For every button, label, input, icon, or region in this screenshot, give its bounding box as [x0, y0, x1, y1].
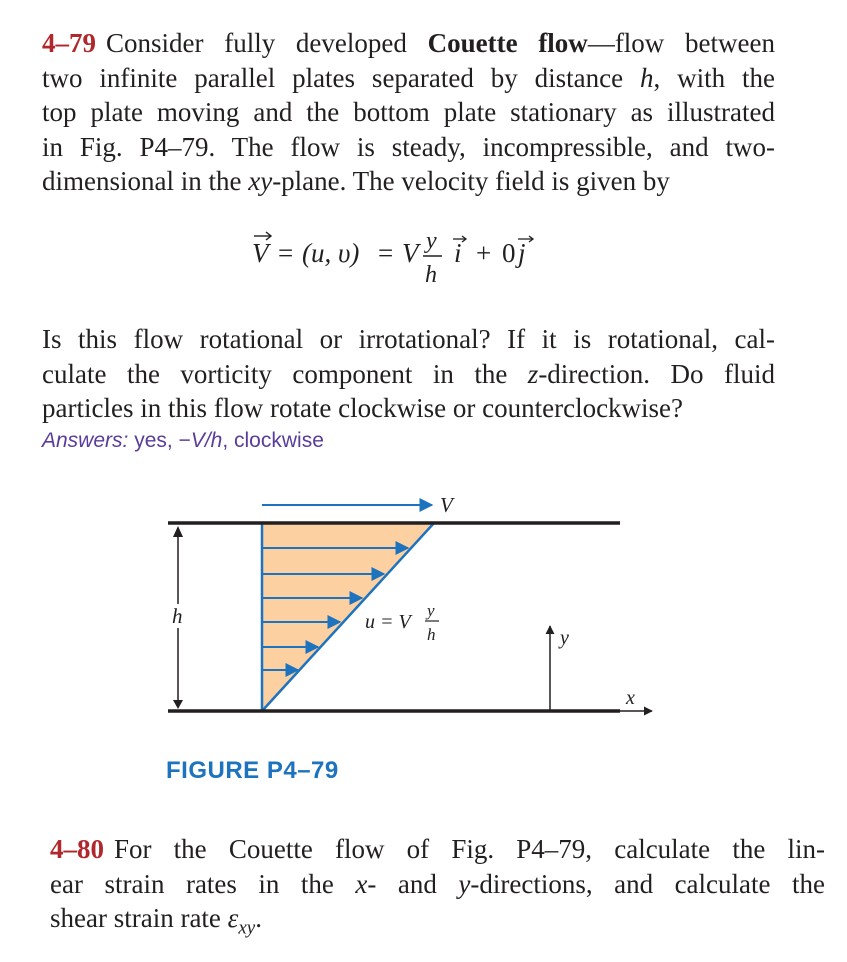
fraction-numerator: y	[426, 228, 437, 254]
zero: 0	[502, 238, 516, 268]
plus-sign: +	[476, 238, 492, 268]
variable: h	[639, 62, 654, 93]
velocity-field-equation	[250, 222, 610, 302]
couette-flow-figure	[150, 485, 670, 730]
text-span: shear strain rate	[50, 903, 228, 933]
subscript: xy	[238, 917, 256, 939]
text-line	[50, 867, 825, 902]
variable: xy	[248, 166, 273, 196]
answer-text: yes, −	[128, 429, 191, 452]
text-span: two infinite parallel plates separated by distance	[42, 62, 640, 93]
variable: y	[458, 868, 471, 899]
fraction-denominator: h	[425, 262, 437, 288]
equals-sign: =	[278, 238, 294, 268]
epsilon-symbol: ε	[227, 903, 239, 933]
variable: x	[355, 868, 368, 899]
profile-frac-denominator: h	[427, 625, 436, 644]
text-line	[42, 61, 775, 96]
text-line	[50, 901, 825, 946]
text-span: -plane. The velocity field is given by	[272, 166, 670, 196]
text-span: ear strain rates in the	[50, 868, 356, 899]
text-line	[42, 26, 775, 61]
text-span: dimensional in the	[42, 166, 249, 196]
equals-sign: =	[378, 238, 394, 268]
text-line: in Fig. P4–79. The flow is steady, incompressible, and two-	[42, 131, 775, 162]
text-span: .	[255, 903, 262, 933]
question-text	[42, 322, 775, 426]
vector-V: V	[252, 238, 269, 268]
figure-caption: FIGURE P4–79	[166, 757, 339, 784]
text-span: Consider fully developed	[106, 28, 428, 58]
answer-variable: V/h	[190, 429, 223, 452]
text-span: -directions, and calculate the	[470, 868, 825, 899]
text-span: For the Couette flow of Fig. P4–79, calculate the lin-	[114, 834, 825, 864]
text-span: -direction. Do fluid	[538, 358, 775, 389]
answer-text: , clockwise	[222, 429, 324, 452]
problem-number: 4–79	[42, 28, 96, 58]
height-arrowhead-icon	[173, 700, 183, 709]
text-span: , with the	[653, 62, 775, 93]
text-line	[42, 357, 775, 392]
x-axis-label: x	[626, 687, 635, 709]
height-label: h	[172, 604, 183, 628]
plate-velocity-label: V	[440, 493, 453, 517]
text-line: top plate moving and the bottom plate stationary as illustrated	[42, 97, 775, 127]
y-axis-label: y	[560, 627, 569, 649]
velocity-tuple: (u, υ)	[302, 238, 360, 268]
term-couette-flow: Couette flow	[427, 28, 588, 58]
text-span: - and	[367, 868, 459, 899]
velocity-V: V	[402, 238, 419, 268]
profile-frac-numerator: y	[427, 601, 435, 620]
text-span: culate the vorticity component in the	[42, 358, 528, 389]
answers-label: Answers:	[42, 429, 129, 452]
text-line	[50, 832, 825, 867]
text-line: particles in this flow rotate clockwise or counterclockwise?	[42, 393, 684, 423]
answers-line	[42, 429, 324, 453]
unit-vector-j: j	[518, 238, 526, 268]
text-span: —flow between	[587, 28, 775, 58]
text-line	[42, 164, 775, 199]
unit-vector-i: i	[454, 238, 462, 268]
problem-4-79-text	[42, 26, 775, 199]
variable: z	[527, 358, 539, 389]
height-arrowhead-icon	[173, 526, 183, 537]
profile-formula: u = V	[365, 611, 411, 633]
text-line: Is this flow rotational or irrotational? If it is rotational, cal-	[42, 324, 775, 354]
problem-number: 4–80	[50, 834, 104, 864]
problem-4-80-text	[50, 832, 825, 946]
